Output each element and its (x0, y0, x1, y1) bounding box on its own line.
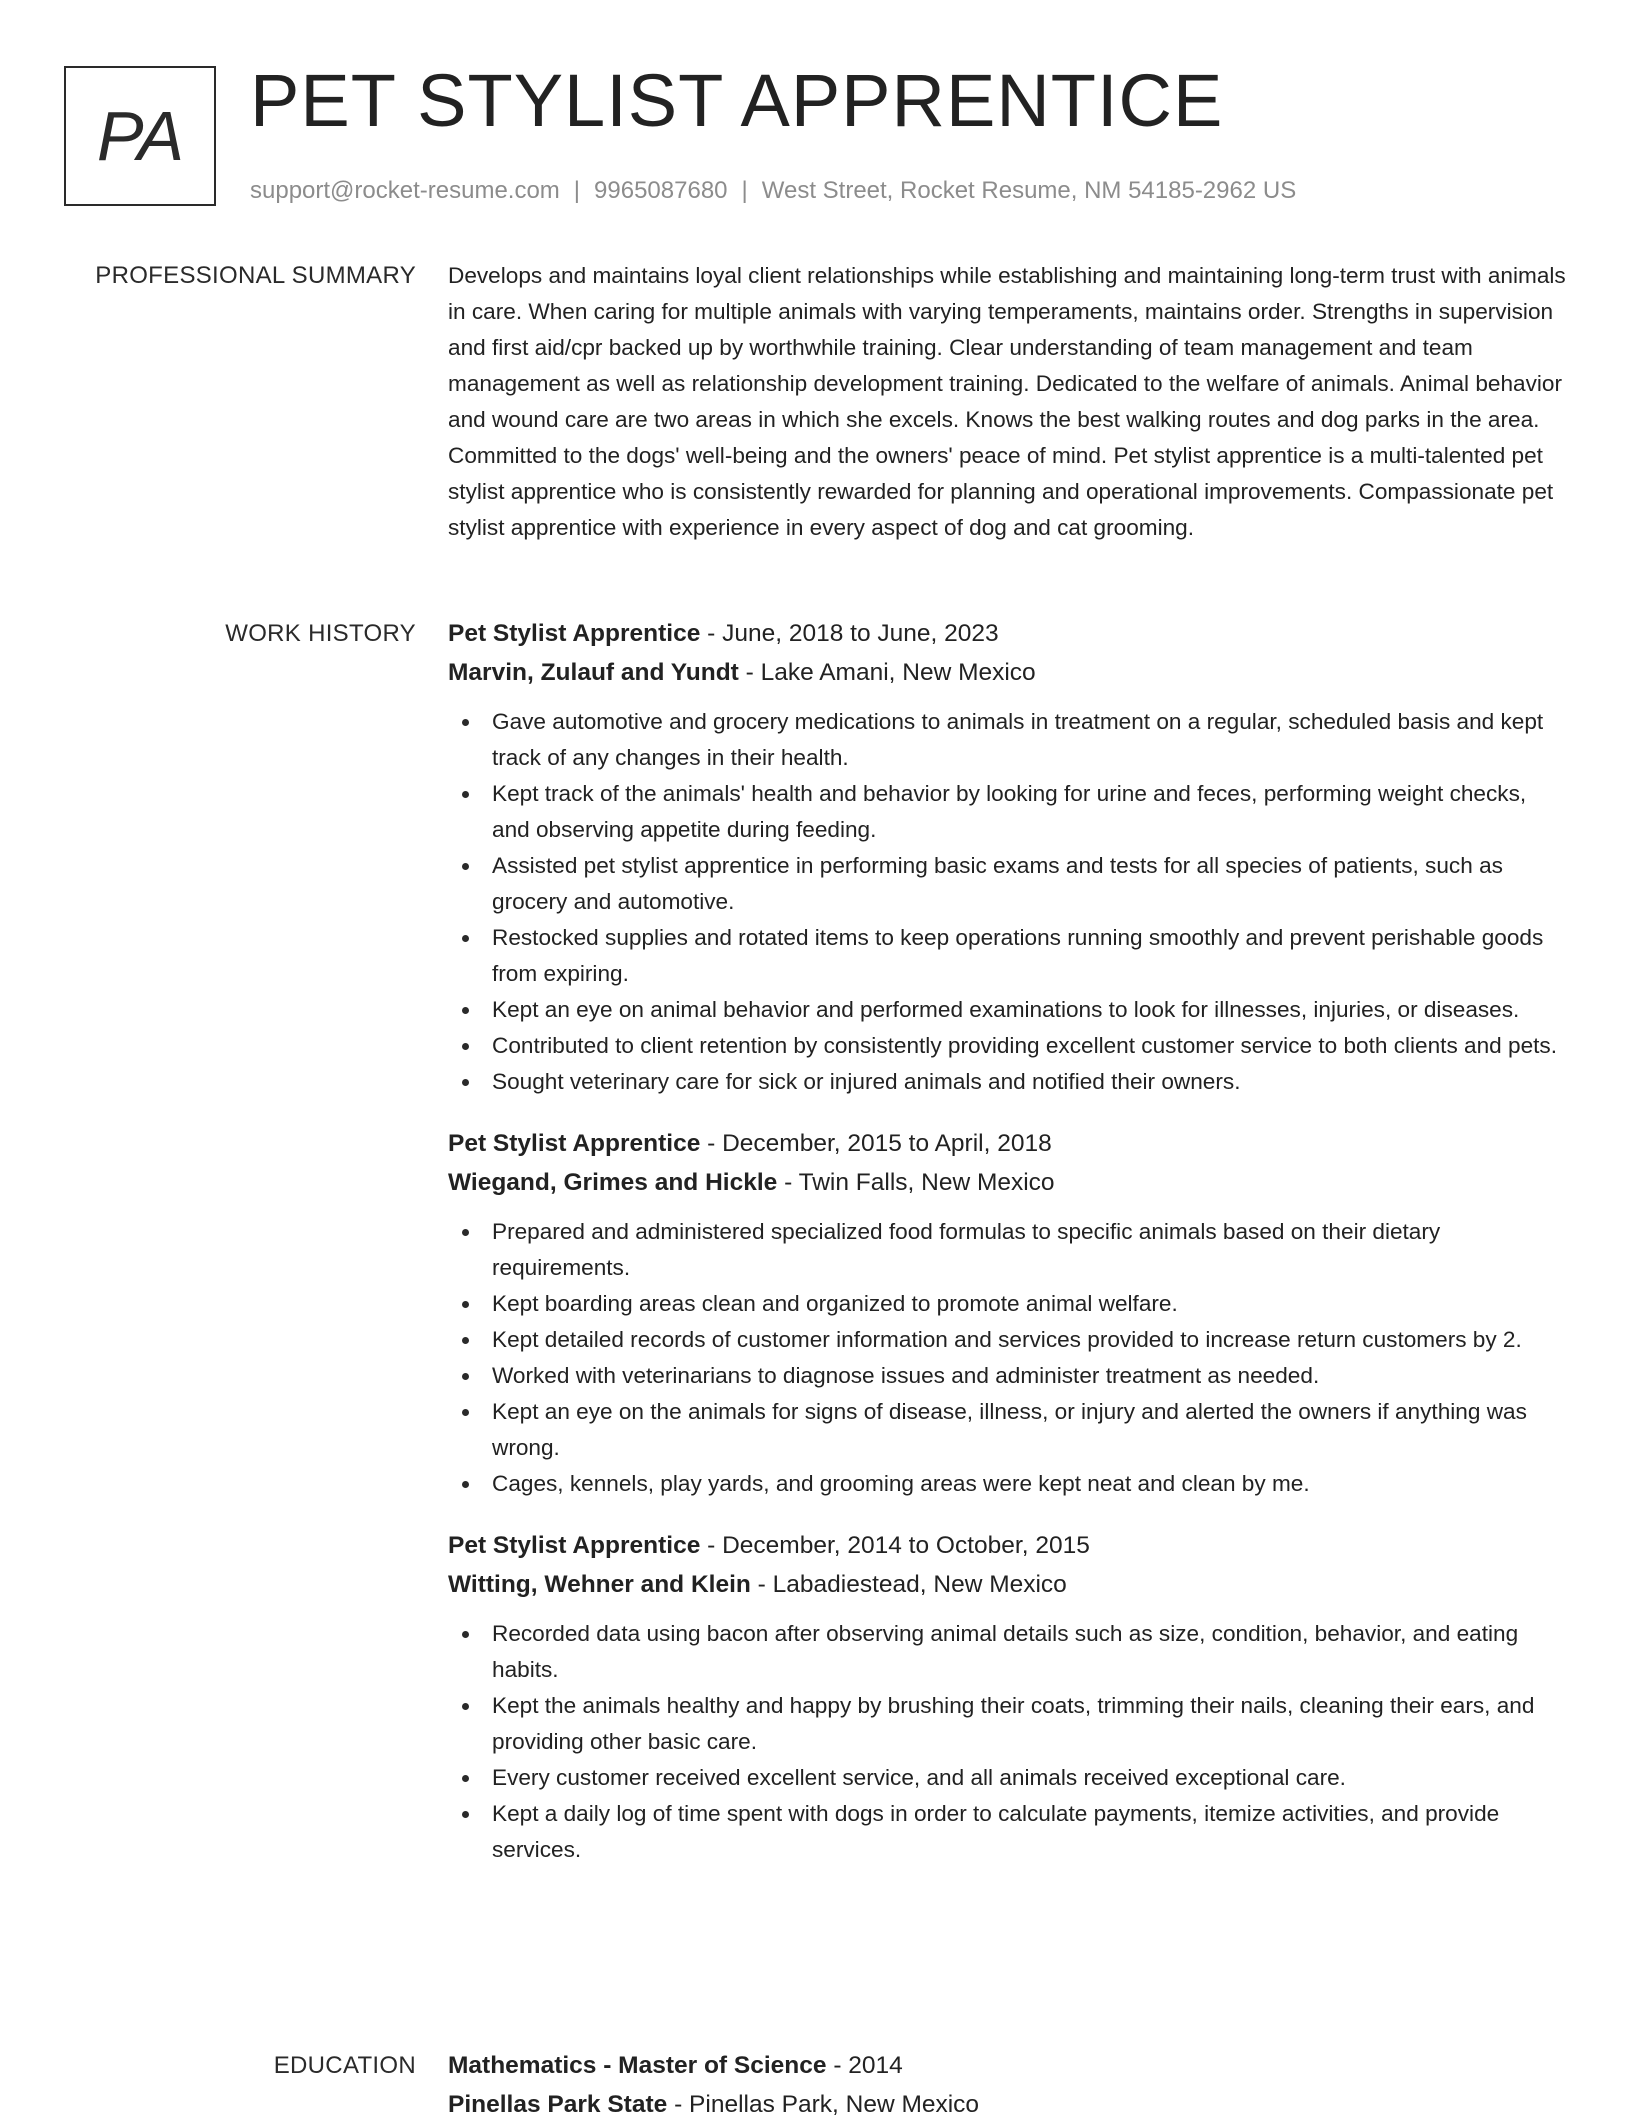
job-title-line (448, 1124, 1570, 1163)
bullet-text: Kept detailed records of customer information and services provided to increase return customers by 2. (492, 1327, 1522, 1352)
job-location: - Lake Amani, New Mexico (738, 659, 1036, 686)
section-label-summary: PROFESSIONAL SUMMARY (95, 262, 416, 289)
bullet-text: Gave automotive and grocery medications to animals in treatment on a regular, scheduled basis and kept track of any changes in their health. (492, 709, 1544, 770)
list-item (448, 992, 1570, 1028)
bullet-icon (462, 863, 469, 870)
bullet-text: Restocked supplies and rotated items to keep operations running smoothly and prevent perishable goods from expiring. (492, 925, 1544, 986)
job-location: - Twin Falls, New Mexico (777, 1169, 1055, 1196)
job-dates: - December, 2014 to October, 2015 (700, 1532, 1090, 1559)
list-item (448, 1322, 1570, 1358)
bullet-icon (462, 1409, 469, 1416)
contact-email: support@rocket-resume.com (250, 177, 560, 204)
bullet-text: Contributed to client retention by consistently providing excellent customer service to both clients and pets. (492, 1033, 1557, 1058)
contact-phone: 9965087680 (594, 177, 728, 204)
list-item (448, 1760, 1570, 1796)
contact-separator: | (741, 177, 748, 204)
bullet-text: Kept an eye on animal behavior and performed examinations to look for illnesses, injuries, or diseases. (492, 997, 1520, 1022)
list-item (448, 1028, 1570, 1064)
education-body (448, 2046, 1570, 2124)
bullet-icon (462, 1043, 469, 1050)
bullet-icon (462, 719, 469, 726)
job-company: Witting, Wehner and Klein (448, 1571, 751, 1598)
work-history-body (448, 614, 1570, 1892)
bullet-icon (462, 1775, 469, 1782)
bullet-icon (462, 1229, 469, 1236)
bullet-text: Worked with veterinarians to diagnose issues and administer treatment as needed. (492, 1363, 1320, 1388)
bullet-icon (462, 1007, 469, 1014)
list-item (448, 1064, 1570, 1100)
job-title: Pet Stylist Apprentice (448, 1130, 701, 1157)
list-item (448, 704, 1570, 776)
job-location: - Labadiestead, New Mexico (750, 1571, 1067, 1598)
candidate-name: PET STYLIST APPRENTICE (250, 59, 1224, 142)
bullet-icon (462, 1373, 469, 1380)
bullet-text: Kept track of the animals' health and behavior by looking for urine and feces, performing weight checks, and observing appetite during feeding. (492, 781, 1527, 842)
bullet-icon (462, 1079, 469, 1086)
job-dates: - June, 2018 to June, 2023 (700, 620, 999, 647)
bullet-text: Sought veterinary care for sick or injured animals and notified their owners. (492, 1069, 1241, 1094)
job-entry (448, 1526, 1570, 1868)
bullet-icon (462, 1481, 469, 1488)
bullet-text: Cages, kennels, play yards, and grooming areas were kept neat and clean by me. (492, 1471, 1310, 1496)
bullet-text: Every customer received excellent service, and all animals received exceptional care. (492, 1765, 1346, 1790)
job-company-line (448, 1565, 1570, 1604)
list-item (448, 1466, 1570, 1502)
bullet-icon (462, 1301, 469, 1308)
contact-separator: | (573, 177, 581, 204)
job-bullet-list (448, 1616, 1570, 1868)
contact-line (250, 174, 1296, 208)
list-item (448, 1286, 1570, 1322)
contact-address: West Street, Rocket Resume, NM 54185-2962 US (761, 177, 1297, 204)
bullet-text: Prepared and administered specialized food formulas to specific animals based on their dietary requirements. (492, 1219, 1441, 1280)
list-item (448, 1358, 1570, 1394)
bullet-text: Kept boarding areas clean and organized to promote animal welfare. (492, 1291, 1178, 1316)
bullet-text: Kept an eye on the animals for signs of disease, illness, or injury and alerted the owners if anything was wrong. (492, 1399, 1527, 1460)
bullet-icon (462, 1631, 469, 1638)
bullet-icon (462, 1811, 469, 1818)
summary-body (448, 258, 1570, 546)
education-year: - 2014 (826, 2052, 903, 2079)
list-item (448, 776, 1570, 848)
job-dates: - December, 2015 to April, 2018 (700, 1130, 1052, 1157)
list-item (448, 1214, 1570, 1286)
job-entry (448, 1124, 1570, 1502)
job-company: Wiegand, Grimes and Hickle (448, 1169, 778, 1196)
education-school: Pinellas Park State (448, 2091, 668, 2118)
education-location: - Pinellas Park, New Mexico (667, 2091, 980, 2118)
job-company-line (448, 1163, 1570, 1202)
education-degree: Mathematics - Master of Science (448, 2052, 827, 2079)
monogram-logo: PA (64, 66, 216, 206)
job-title-line (448, 614, 1570, 653)
bullet-text: Assisted pet stylist apprentice in performing basic exams and tests for all species of patients, such as grocery and automotive. (492, 853, 1503, 914)
education-school-line (448, 2085, 1570, 2124)
bullet-icon (462, 1337, 469, 1344)
list-item (448, 1688, 1570, 1760)
education-degree-line (448, 2046, 1570, 2085)
job-company-line (448, 653, 1570, 692)
list-item (448, 920, 1570, 992)
bullet-text: Kept a daily log of time spent with dogs in order to calculate payments, itemize activities, and provide services. (492, 1801, 1500, 1862)
bullet-icon (462, 791, 469, 798)
list-item (448, 848, 1570, 920)
job-bullet-list (448, 1214, 1570, 1502)
bullet-text: Recorded data using bacon after observing animal details such as size, condition, behavior, and eating habits. (492, 1621, 1519, 1682)
summary-text: Develops and maintains loyal client relationships while establishing and maintaining long-term trust with animals in care. When caring for multiple animals with varying temperaments, maintains order. Strengths in supervision and first aid/cpr backed up by worthwhile training. Clear understanding of team management and team management as well as relationship development training. Dedicated to the welfare of animals. Animal behavior and wound care are two areas in which she excels. Knows the best walking routes and dog parks in the area. Committed to the dogs' well-being and the owners' peace of mind. Pet stylist apprentice is a multi-talented pet stylist apprentice who is consistently rewarded for planning and operational improvements. Compassionate pet stylist apprentice with experience in every aspect of dog and cat grooming. (448, 263, 1566, 540)
job-company: Marvin, Zulauf and Yundt (448, 659, 739, 686)
list-item (448, 1616, 1570, 1688)
job-title-line (448, 1526, 1570, 1565)
job-entry (448, 614, 1570, 1100)
job-title: Pet Stylist Apprentice (448, 620, 701, 647)
list-item (448, 1796, 1570, 1868)
section-label-education: EDUCATION (273, 2052, 416, 2079)
job-bullet-list (448, 704, 1570, 1100)
list-item (448, 1394, 1570, 1466)
bullet-text: Kept the animals healthy and happy by brushing their coats, trimming their nails, cleaning their ears, and providing other basic care. (492, 1693, 1535, 1754)
job-title: Pet Stylist Apprentice (448, 1532, 701, 1559)
bullet-icon (462, 935, 469, 942)
bullet-icon (462, 1703, 469, 1710)
section-label-work-history: WORK HISTORY (225, 620, 416, 647)
